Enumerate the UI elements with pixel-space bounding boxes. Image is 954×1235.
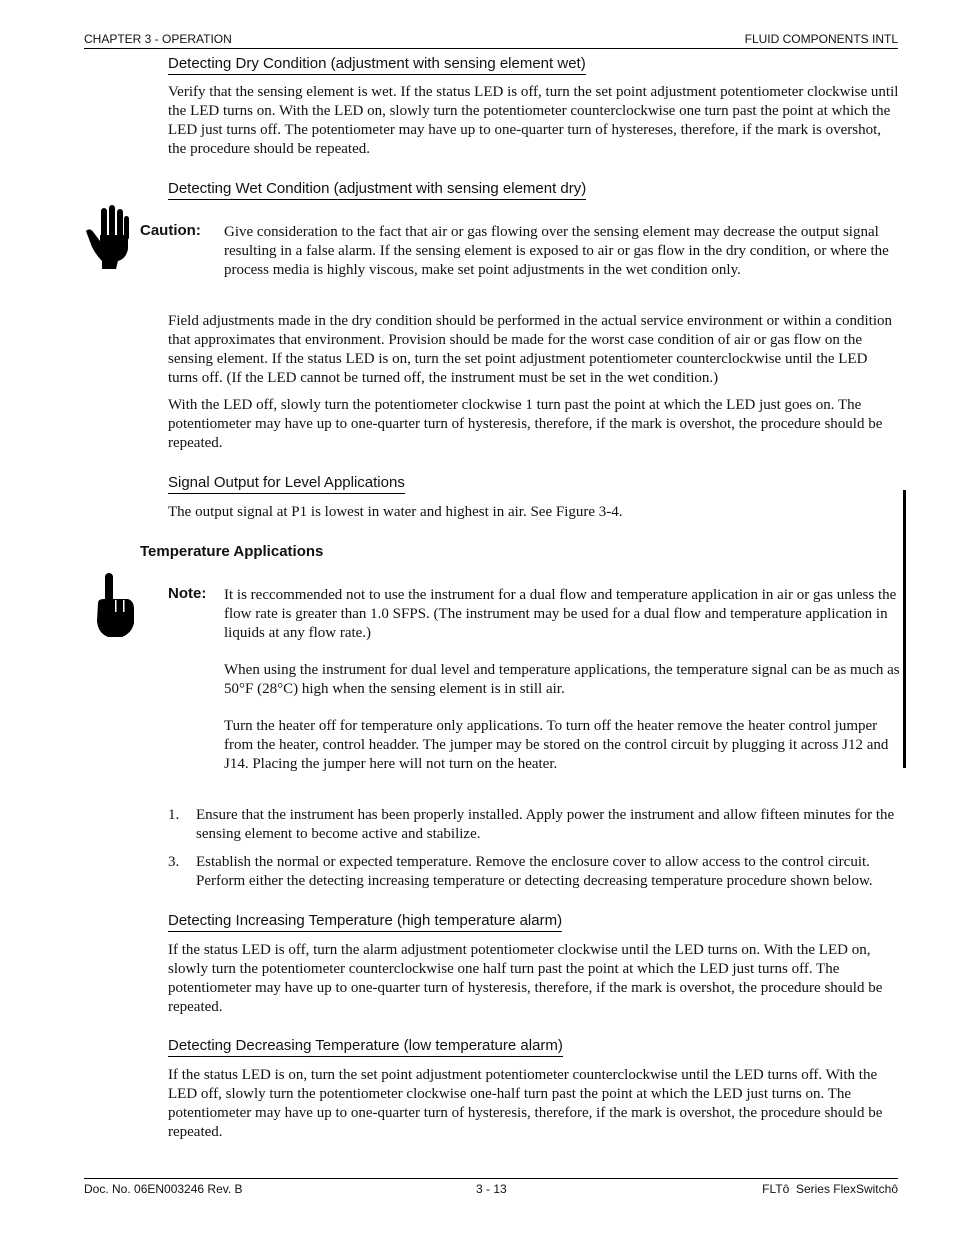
signal-output-body: The output signal at P1 is lowest in water and highest in air. See Figure 3-4. — [168, 504, 623, 520]
note-text-2: When using the instrument for dual level and temperature applications, the temperature signal can be as much as 50°F (28°C) high when the sensing element is in still air. — [224, 662, 900, 697]
note-text-3: Turn the heater off for temperature only applications. To turn off the heater remove the heater control jumper from the heater, control headder. The jumper may be stored on the control circuit by plugging it across J12 and J14. Placing the jumper here will not turn on the heater. — [224, 718, 889, 772]
note-text-1: It is reccommended not to use the instrument for a dual flow and temperature application in air or gas unless the flow rate is greater than 1.0 SFPS. (The instrument may be used for a dual flow and temperature application in liquids at any flow rate.) — [224, 587, 897, 641]
footer-doc-number: Doc. No. 06EN003246 Rev. B — [84, 1182, 243, 1196]
pointing-hand-icon — [92, 573, 136, 644]
dry-condition-body: Verify that the sensing element is wet. If the status LED is off, turn the set point adjustment potentiometer clockwise until the LED turns on. With the LED on, slowly turn the potentiometer counterclockwise one turn past the point at which the LED just turns off. The potentiometer may have up to one-quarter turn of hystereses, therefore, if the mark is overshot, the procedure should be repeated. — [168, 84, 899, 157]
caution-text: Give consideration to the fact that air or gas flowing over the sensing element may decrease the output signal resulting in a false alarm. If the sensing element is exposed to air or gas flow in the dry condition, or where the process media is highly viscous, make set point adjustments in the wet condition only. — [224, 224, 889, 278]
header-chapter: CHAPTER 3 - OPERATION — [84, 32, 232, 46]
caution-label: Caution: — [140, 222, 201, 239]
note-label: Note: — [168, 585, 207, 602]
page-header — [84, 32, 898, 49]
increasing-temperature-body: If the status LED is off, turn the alarm adjustment potentiometer clockwise until the LED turns on. With the LED on, slowly turn the potentiometer counterclockwise one half turn past the point at which the LED just turns off. The potentiometer may have up to one-quarter turn of hysteresis, therefore, if the mark is overshot, the procedure should be repeated. — [168, 942, 883, 1015]
stop-hand-icon — [84, 205, 132, 276]
step-number: 1. — [168, 807, 180, 823]
wet-condition-title: Detecting Wet Condition (adjustment with sensing element dry) — [168, 180, 586, 200]
signal-output-title: Signal Output for Level Applications — [168, 474, 405, 494]
wet-condition-body-2: With the LED off, slowly turn the potentiometer clockwise 1 turn past the point at which the LED just goes on. The potentiometer may have up to one-quarter turn of hysteresis, therefore, if the mark is overshot, the procedure should be repeated. — [168, 397, 883, 451]
temperature-applications-heading: Temperature Applications — [140, 543, 324, 560]
step-text: Establish the normal or expected temperature. Remove the enclosure cover to allow access to the control circuit. Perform either the detecting increasing temperature or detecting decreasing temperature procedure shown below. — [196, 854, 873, 889]
step-number: 3. — [168, 854, 180, 870]
step-text: Ensure that the instrument has been properly installed. Apply power the instrument and allow fifteen minutes for the sensing element to become active and stabilize. — [196, 807, 895, 842]
wet-condition-body-1: Field adjustments made in the dry condition should be performed in the actual service environment or within a condition that approximates that environment. Provision should be made for the worst case condition of air or gas flow on the sensing element. If the status LED is on, turn the set point adjustment potentiometer counterclockwise until the LED turns off. (If the LED cannot be turned off, the instrument must be set in the wet condition.) — [168, 313, 892, 386]
header-company: FLUID COMPONENTS INTL — [744, 32, 898, 46]
decreasing-temperature-title: Detecting Decreasing Temperature (low temperature alarm) — [168, 1037, 563, 1057]
dry-condition-title: Detecting Dry Condition (adjustment with sensing element wet) — [168, 55, 586, 75]
increasing-temperature-title: Detecting Increasing Temperature (high temperature alarm) — [168, 912, 562, 932]
decreasing-temperature-body: If the status LED is on, turn the set point adjustment potentiometer counterclockwise until the LED turns off. With the LED off, slowly turn the potentiometer clockwise one-half turn past the point at which the LED just turns on. The potentiometer may have up to one-quarter turn of hysteresis, therefore, if the mark is overshot, the procedure should be repeated. — [168, 1067, 883, 1140]
footer-page-number: 3 - 13 — [476, 1182, 507, 1196]
footer-product-name: FLTô Series FlexSwitchô — [762, 1182, 898, 1196]
page-footer — [84, 1178, 898, 1197]
change-bar — [903, 490, 906, 768]
